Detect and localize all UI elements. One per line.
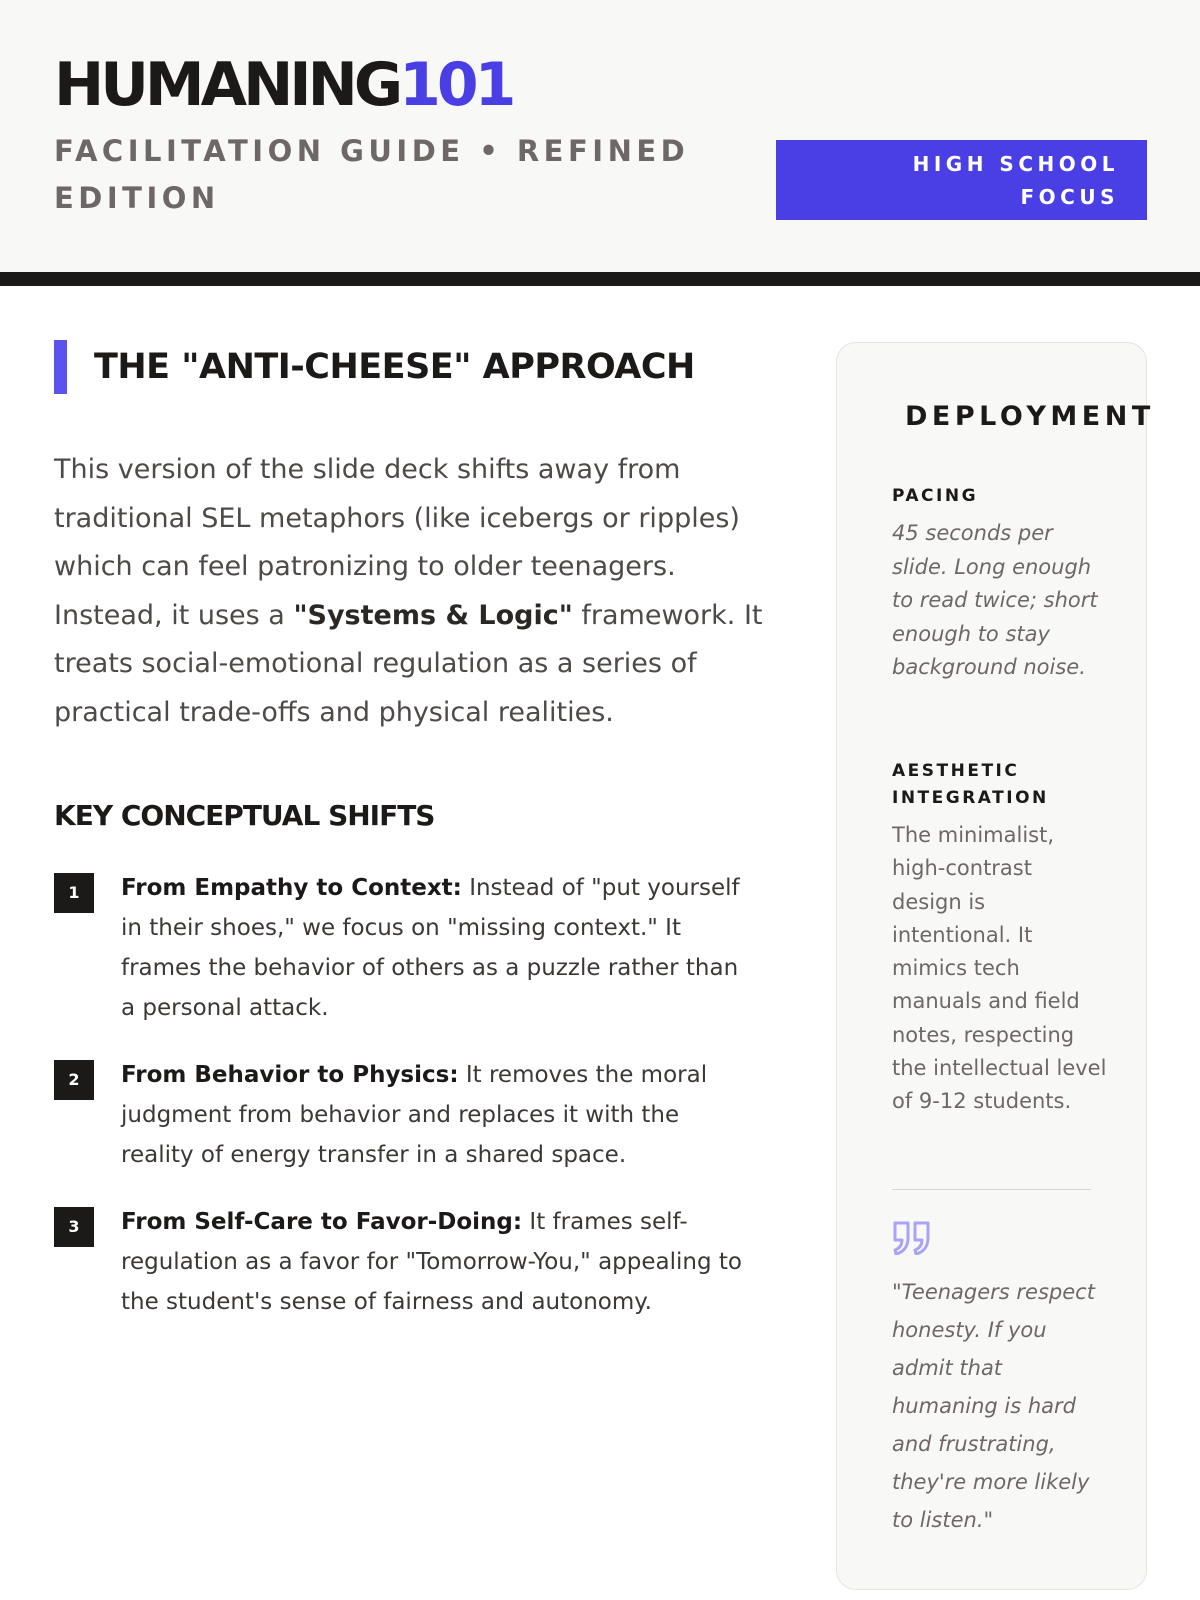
guide-subtitle: FACILITATION GUIDE • REFINED EDITION — [54, 134, 690, 215]
quote-icon — [892, 1221, 932, 1255]
sidebar-divider — [892, 1189, 1091, 1190]
shift-number: 1 — [54, 873, 94, 913]
page-header — [0, 0, 1200, 272]
aesthetic-text: The minimalist, high-contrast design is intentional. It mimics tech manuals and field notes, respecting the intellectual level of 9-12 students. — [892, 823, 1107, 1114]
intro-text-after: framework. It treats social-emotional regulation as a series of practical trade-offs and physical realities. — [54, 599, 763, 728]
shift-heading: From Self-Care to Favor-Doing: — [121, 1209, 523, 1235]
intro-paragraph — [54, 446, 764, 737]
focus-badge — [776, 140, 1147, 220]
shift-text — [121, 1055, 751, 1175]
shift-number: 3 — [54, 1207, 94, 1247]
shift-heading: From Behavior to Physics: — [121, 1062, 459, 1088]
pacing-text: 45 seconds per slide. Long enough to read twice; short enough to stay background noise. — [892, 521, 1098, 679]
pacing-label: PACING — [892, 486, 979, 506]
section-title: THE "ANTI-CHEESE" APPROACH — [54, 340, 695, 394]
logo-main: HUMANING — [54, 50, 400, 120]
aesthetic-label: AESTHETIC INTEGRATION — [892, 761, 1049, 808]
shift-text — [121, 1202, 751, 1322]
shifts-heading: KEY CONCEPTUAL SHIFTS — [54, 799, 435, 832]
intro-emphasis: "Systems & Logic" — [293, 599, 573, 631]
logo-accent: 101 — [399, 50, 513, 120]
badge-line-1: HIGH SCHOOL — [912, 152, 1119, 176]
intro-text-before: This version of the slide deck shifts away from traditional SEL metaphors (like icebergs or ripples) which can feel patronizing to older teenagers. Instead, it uses a — [54, 454, 740, 631]
shift-body: Instead of "put yourself in their shoes," we focus on "missing context." It frames the behavior of others as a puzzle rather than a personal attack. — [121, 875, 740, 1021]
shift-heading: From Empathy to Context: — [121, 875, 462, 901]
sidebar-title: DEPLOYMENT — [905, 401, 1155, 432]
shift-number: 2 — [54, 1060, 94, 1100]
shift-body: It frames self-regulation as a favor for "Tomorrow-You," appealing to the student's sense of fairness and autonomy. — [121, 1209, 742, 1315]
shift-body: It removes the moral judgment from behavior and replaces it with the reality of energy transfer in a shared space. — [121, 1062, 708, 1168]
shift-text — [121, 868, 751, 1028]
logo — [54, 50, 512, 120]
badge-line-2: FOCUS — [1020, 185, 1119, 209]
sidebar-quote: "Teenagers respect honesty. If you admit that humaning is hard and frustrating, they're more likely to listen." — [892, 1280, 1095, 1532]
header-divider — [0, 272, 1200, 286]
deployment-sidebar — [836, 342, 1155, 1590]
